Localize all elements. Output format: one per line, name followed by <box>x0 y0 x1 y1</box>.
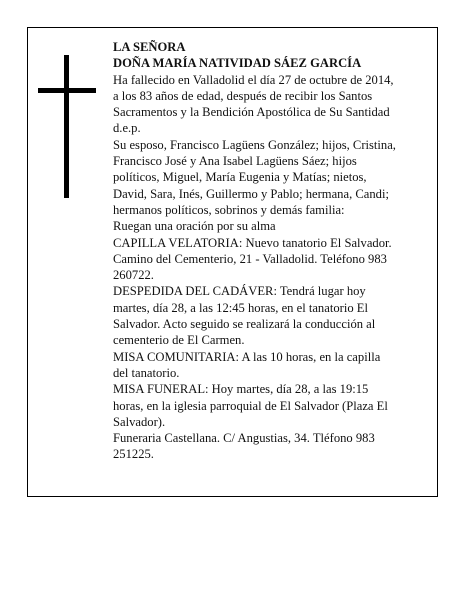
notice-line: David, Sara, Inés, Guillermo y Pablo; hermana, Candi; <box>113 186 389 201</box>
notice-line: DESPEDIDA DEL CADÁVER: Tendrá lugar hoy <box>113 284 366 299</box>
notice-line: Sacramentos y la Bendición Apostólica de Su Santidad <box>113 105 390 120</box>
obituary-text-block <box>113 39 428 463</box>
notice-line: martes, día 28, a las 12:45 horas, en el tanatorio El <box>113 300 368 315</box>
notice-line: Su esposo, Francisco Lagüens González; hijos, Cristina, <box>113 137 396 152</box>
cross-vertical-bar <box>64 55 69 198</box>
notice-line: Ruegan una oración por su alma <box>113 219 276 234</box>
notice-line: Funeraria Castellana. C/ Angustias, 34. Tléfono 983 <box>113 431 375 446</box>
notice-line: horas, en la iglesia parroquial de El Salvador (Plaza El <box>113 398 388 413</box>
notice-line: Salvador). <box>113 414 166 429</box>
notice-line: hermanos políticos, sobrinos y demás familia: <box>113 202 345 217</box>
notice-line: del tanatorio. <box>113 365 180 380</box>
notice-line: MISA COMUNITARIA: A las 10 horas, en la capilla <box>113 349 381 364</box>
notice-line: Francisco José y Ana Isabel Lagüens Sáez; hijos <box>113 154 357 169</box>
deceased-name: DOÑA MARÍA NATIVIDAD SÁEZ GARCÍA <box>113 56 362 71</box>
notice-line: Salvador. Acto seguido se realizará la conducción al <box>113 317 376 332</box>
notice-line: a los 83 años de edad, después de recibir los Santos <box>113 88 373 103</box>
notice-line: 260722. <box>113 268 154 283</box>
notice-line: 251225. <box>113 447 154 462</box>
notice-line: Camino del Cementerio, 21 - Valladolid. Teléfono 983 <box>113 251 387 266</box>
cross-horizontal-bar <box>38 88 96 93</box>
notice-line: CAPILLA VELATORIA: Nuevo tanatorio El Salvador. <box>113 235 392 250</box>
notice-line: políticos, Miguel, María Eugenia y Matías; nietos, <box>113 170 367 185</box>
notice-line: cementerio de El Carmen. <box>113 333 245 348</box>
notice-line: MISA FUNERAL: Hoy martes, día 28, a las 19:15 <box>113 382 369 397</box>
latin-cross-icon <box>38 55 96 198</box>
notice-line: Ha fallecido en Valladolid el día 27 de octubre de 2014, <box>113 72 394 87</box>
notice-line: d.e.p. <box>113 121 141 136</box>
deceased-title: LA SEÑORA <box>113 40 186 54</box>
